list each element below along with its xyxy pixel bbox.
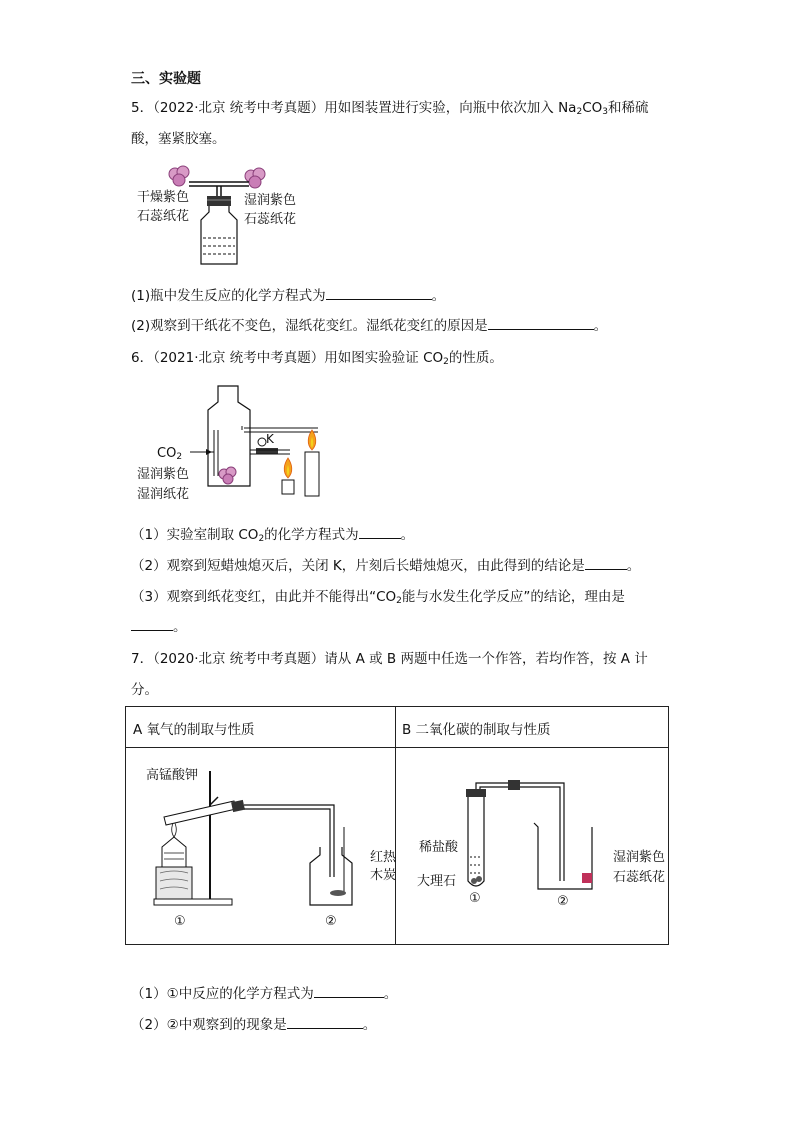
label-hcl: 稀盐酸 [419,840,459,855]
answer-blank[interactable] [287,1016,363,1029]
label-num-1: ① [469,891,481,906]
label-paper-2: 石蕊纸花 [613,870,666,885]
q6-stem: 6．（2021·北京 统考中考真题）用如图实验验证 $CO_2$的性质。 [131,350,503,367]
q6-fig-co2: $CO_2$ [157,446,183,462]
q5-fig-label-wet-1: 湿润紫色 [244,193,297,208]
label-kmno4: 高锰酸钾 [146,768,199,783]
table-divider [126,747,668,748]
q5-stem-line1: 5．（2022·北京 统考中考真题）用如图装置进行实验，向瓶中依次加入 $Na_2CO_3$和稀硫 [131,100,649,117]
wet-flower-icon [582,873,592,883]
q6-fig-k: K [266,432,274,446]
q7-stem-line2: 分。 [131,682,158,698]
answer-blank[interactable] [314,985,384,998]
short-candle-icon [282,458,294,494]
q5-sub2: (2)观察到干纸花不变色，湿纸花变红。湿纸花变红的原因是 。 [131,318,608,334]
answer-blank[interactable] [488,317,594,330]
q7-col-b-title: B 二氧化碳的制取与性质 [402,722,551,738]
label-num-2: ② [557,894,569,909]
q5-sub1: (1)瓶中发生反应的化学方程式为 。 [131,288,446,304]
q5-fig-label-wet-2: 石蕊纸花 [244,212,297,227]
answer-blank[interactable] [326,287,432,300]
q6-sub1: （1）实验室制取 $CO_2$的化学方程式为 。 [131,527,415,544]
q7-choice-table [125,706,669,945]
q6-sub3: （3）观察到纸花变红，由此并不能得出“$CO_2$能与水发生化学反应”的结论，理由是 [131,589,625,606]
label-num-1: ① [174,914,186,929]
label-paper-1: 湿润紫色 [613,850,666,865]
q6-fig-label-1: 湿润紫色 [137,467,190,482]
answer-blank[interactable] [585,557,627,570]
answer-blank[interactable] [359,526,401,539]
dry-flower-icon [169,166,189,186]
q6-sub3-answer: 。 [131,618,187,636]
wet-flower-icon [245,168,265,188]
label-hot-carbon-2: 木炭 [370,868,397,883]
q7-stem-line1: 7．（2020·北京 统考中考真题）请从 A 或 B 两题中任选一个作答，若均作答，按 A 计 [131,651,648,667]
label-marble: 大理石 [417,874,457,889]
wet-flower-icon [219,467,236,484]
answer-blank[interactable] [131,618,173,631]
q6-fig-label-2: 湿润纸花 [137,487,190,502]
oxygen-apparatus-figure [134,767,390,937]
label-hot-carbon-1: 红热 [370,850,397,865]
q5-stem-line2: 酸，塞紧胶塞。 [131,131,226,147]
q6-sub2: （2）观察到短蜡烛熄灭后，关闭 K，片刻后长蜡烛熄灭，由此得到的结论是 。 [131,558,641,574]
label-num-2: ② [325,914,337,929]
q7-sub2: （2）②中观察到的现象是 。 [131,1017,377,1033]
q5-fig-label-dry-1: 干燥紫色 [137,190,190,205]
section-title: 三、实验题 [131,71,201,87]
q7-col-a-title: A 氧气的制取与性质 [133,722,255,738]
q7-sub1: （1）①中反应的化学方程式为 。 [131,986,398,1002]
table-divider [395,707,396,944]
tall-candle-icon [305,430,319,496]
q5-fig-label-dry-2: 石蕊纸花 [137,209,190,224]
